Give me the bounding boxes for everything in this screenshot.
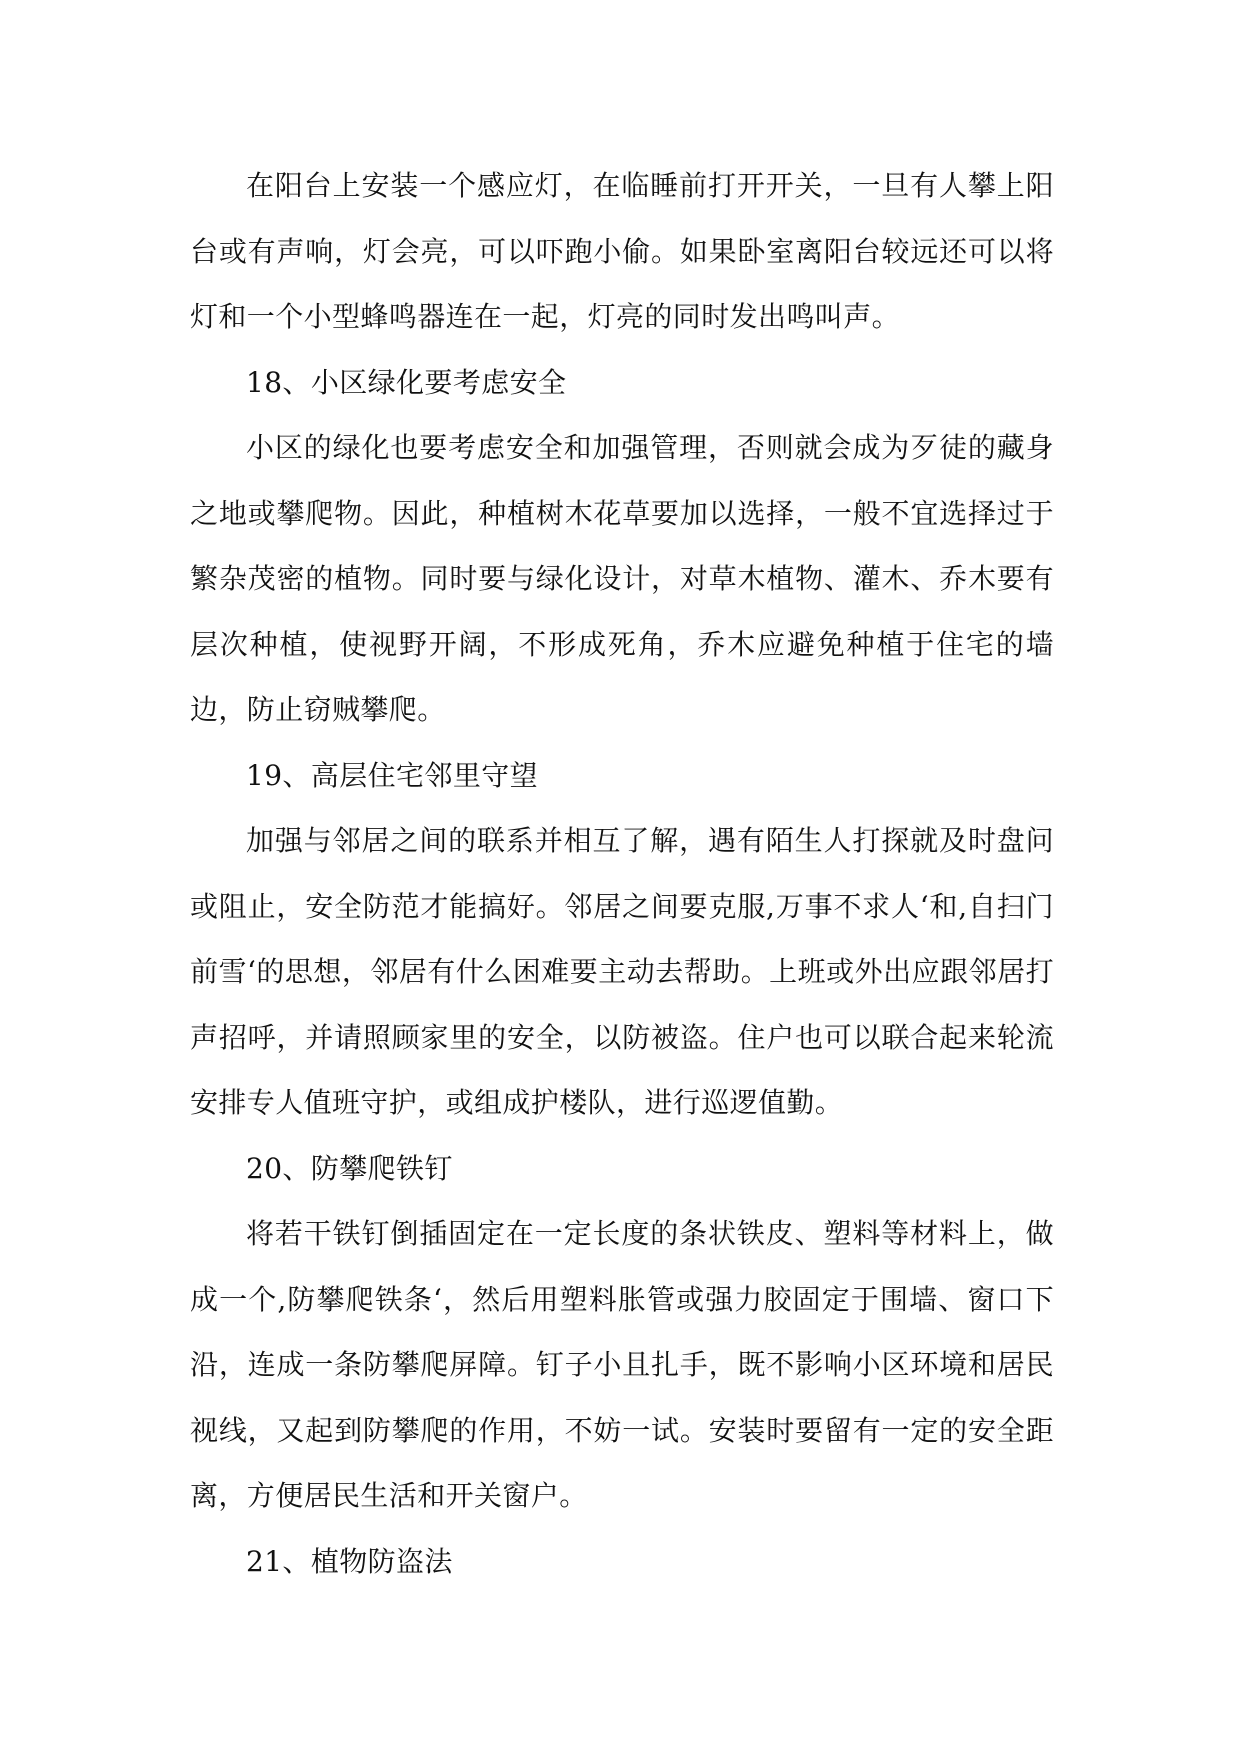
section-heading-20: 20、防攀爬铁钉 xyxy=(246,1151,453,1185)
paragraph-greening-safety: 小区的绿化也要考虑安全和加强管理，否则就会成为歹徒的藏身之地或攀爬物。因此，种植树木花草要加以选择，一般不宜选择过于繁杂茂密的植物。同时要与绿化设计，对草木植物、灌木、乔木要有层次种植，使视野开阔，不形成死角，乔木应避免种植于住宅的墙边，防止窃贼攀爬。 xyxy=(190,431,1054,726)
paragraph-anti-climb-nails: 将若干铁钉倒插固定在一定长度的条状铁皮、塑料等材料上，做成一个,防攀爬铁条‘，然后用塑料胀管或强力胶固定于围墙、窗口下沿，连成一条防攀爬屏障。钉子小且扎手，既不影响小区环境和居民视线，又起到防攀爬的作用，不妨一试。安装时要留有一定的安全距离，方便居民生活和开关窗户。 xyxy=(190,1217,1054,1512)
section-heading-21: 21、植物防盗法 xyxy=(246,1544,453,1578)
section-heading-19: 19、高层住宅邻里守望 xyxy=(246,758,539,792)
document-page xyxy=(190,153,1054,1594)
paragraph-neighbor-watch: 加强与邻居之间的联系并相互了解，遇有陌生人打探就及时盘问或阻止，安全防范才能搞好。邻居之间要克服,万事不求人‘和,自扫门前雪‘的思想，邻居有什么困难要主动去帮助。上班或外出应跟邻居打声招呼，并请照顾家里的安全，以防被盗。住户也可以联合起来轮流安排专人值班守护，或组成护楼队，进行巡逻值勤。 xyxy=(190,824,1054,1119)
section-heading-18: 18、小区绿化要考虑安全 xyxy=(246,365,567,399)
paragraph-balcony-sensor-light: 在阳台上安装一个感应灯，在临睡前打开开关，一旦有人攀上阳台或有声响，灯会亮，可以吓跑小偷。如果卧室离阳台较远还可以将灯和一个小型蜂鸣器连在一起，灯亮的同时发出鸣叫声。 xyxy=(190,169,1054,333)
